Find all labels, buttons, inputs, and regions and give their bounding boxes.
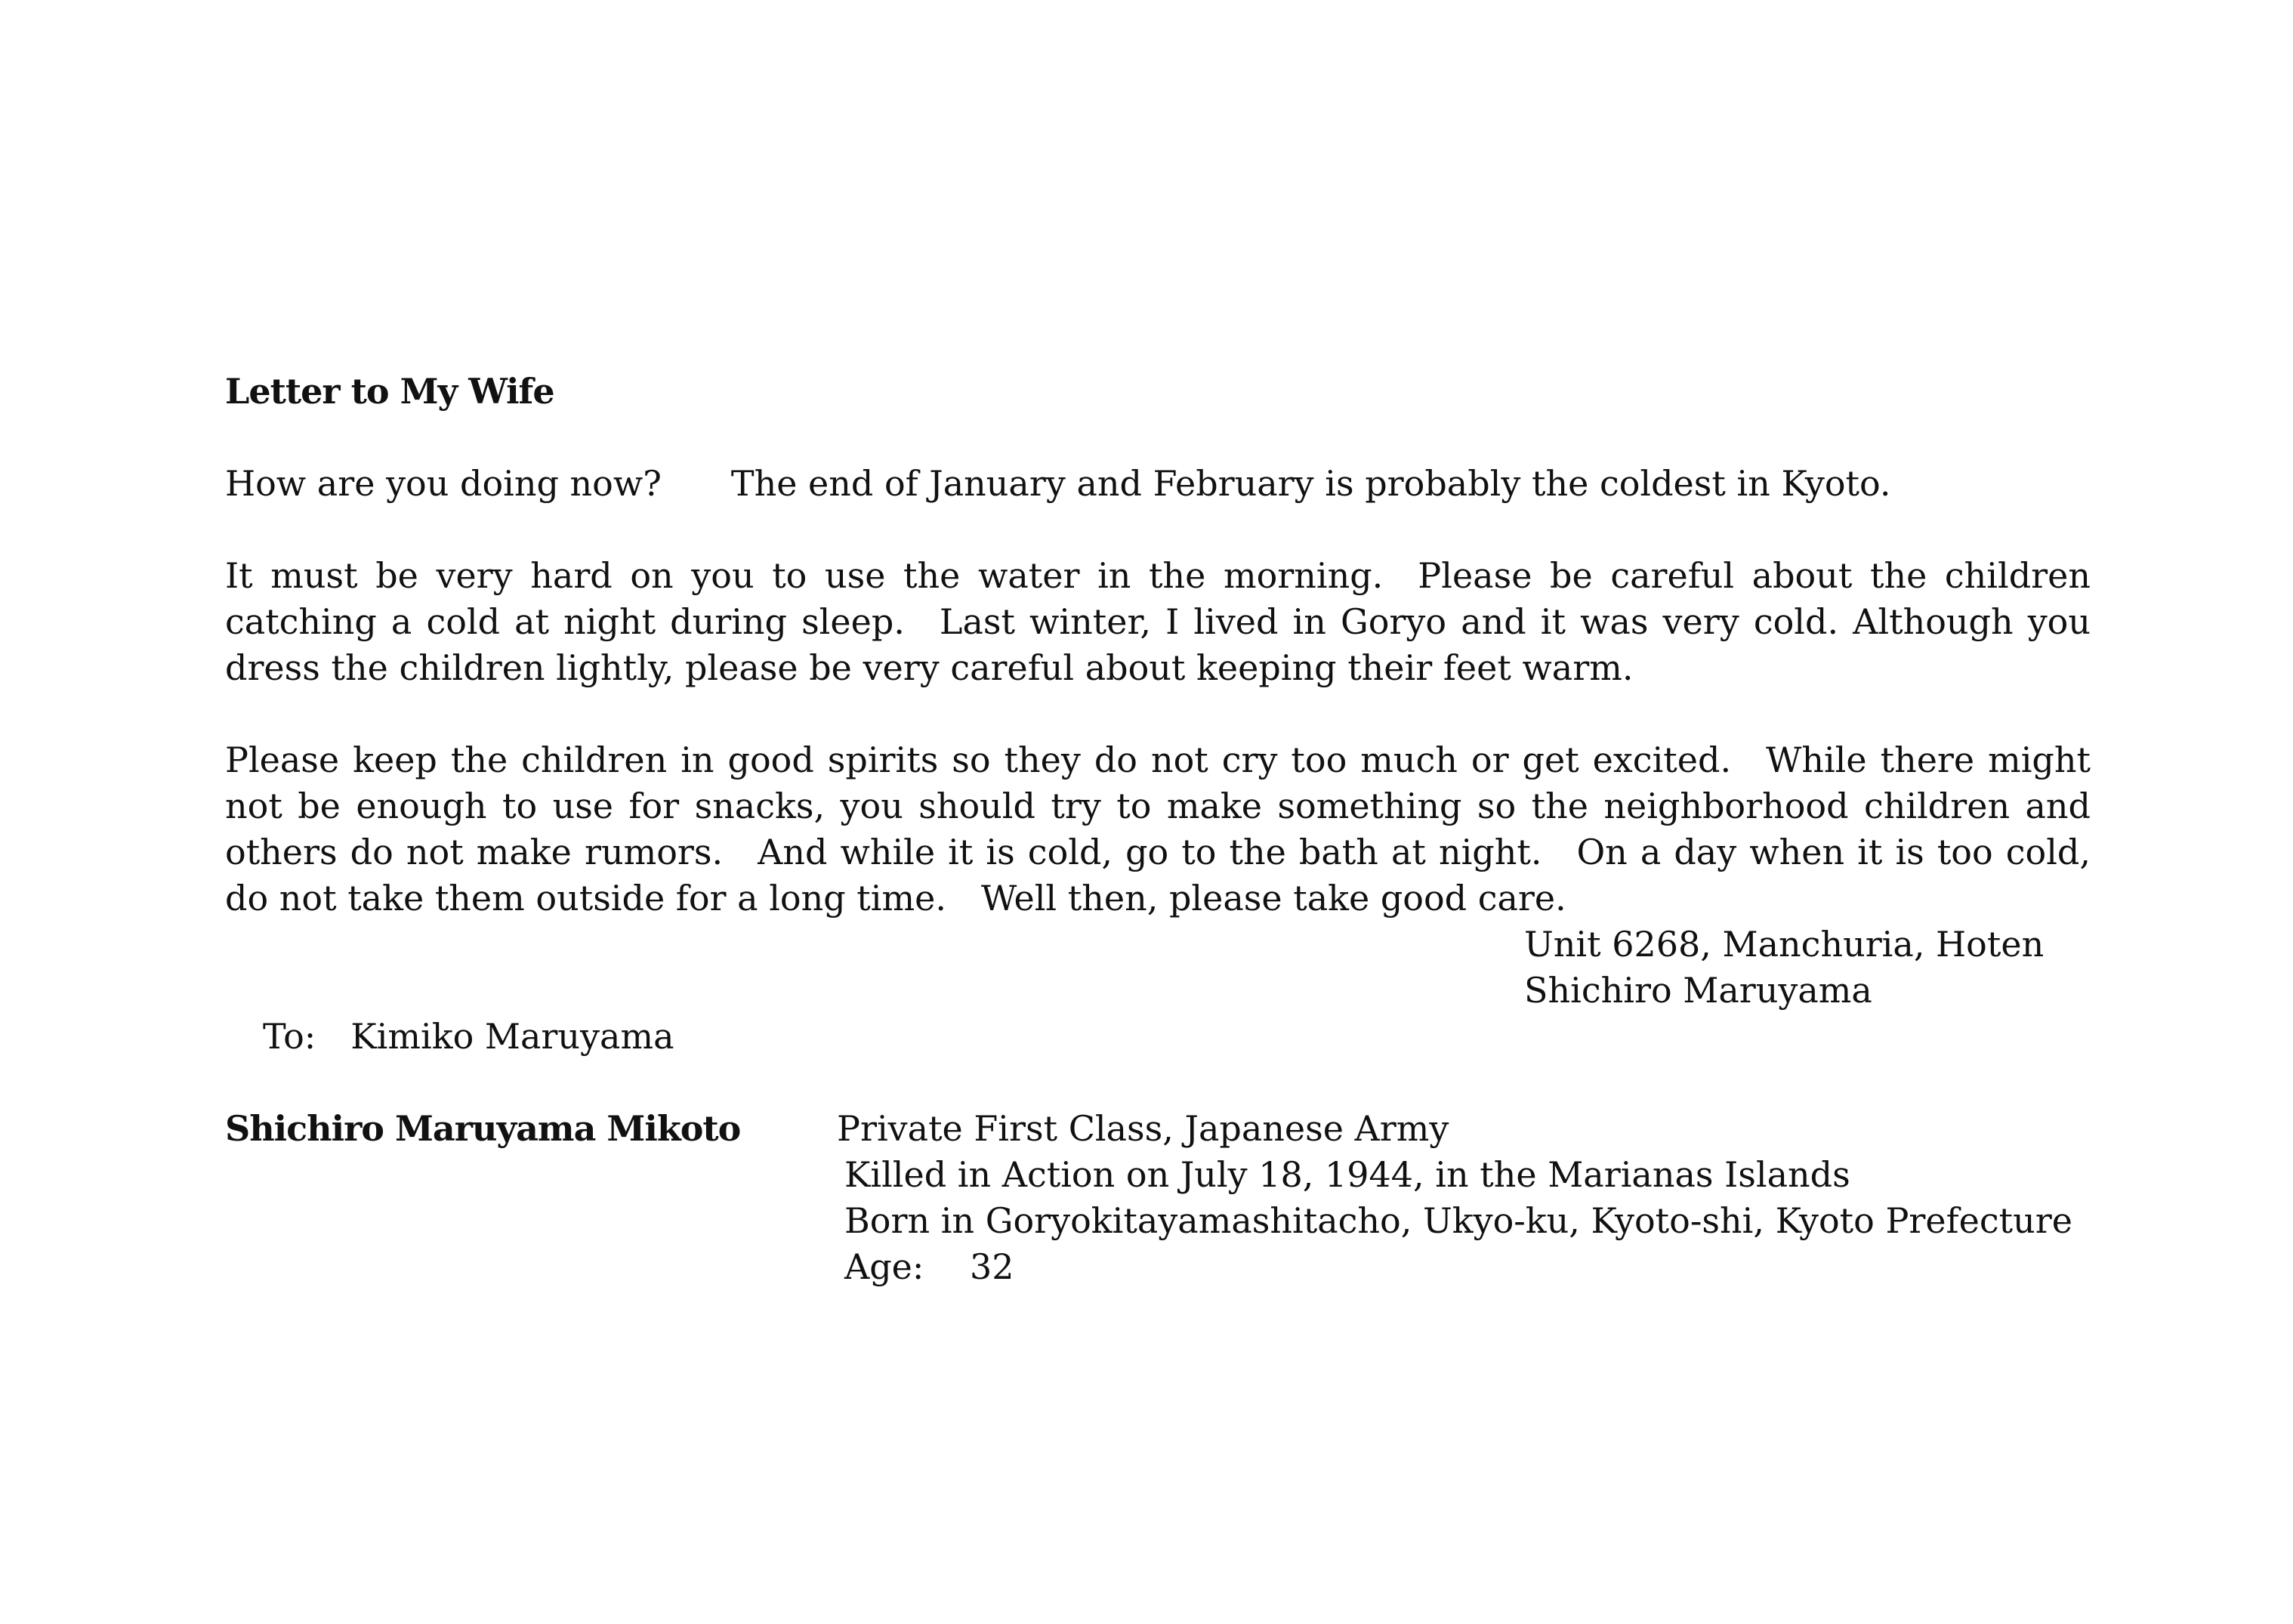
bio-rank: Private First Class, Japanese Army: [837, 1108, 1449, 1149]
signature-unit: Unit 6268, Manchuria, Hoten: [1524, 924, 2045, 965]
paragraph-children: Please keep the children in good spirits so they do not cry too much or get excited. While there might not be enough to use for snacks, you should try to make something so the neighborhood children and others do not make rumors. And while it is cold, go to the bath at night. On a day when it is too cold, do not take them outside for a long time. Well then, please take good care.: [225, 739, 2091, 919]
paragraph-water: It must be very hard on you to use the water in the morning. Please be careful about the children catching a cold at night during sleep. Last winter, I lived in Goryo and it was very cold. Although you dress the children lightly, please be very careful about keeping their feet warm.: [225, 555, 2091, 688]
biography-block: [225, 1106, 2091, 1290]
letter-title: Letter to My Wife: [225, 371, 554, 412]
letter-body: [225, 369, 2091, 1290]
bio-age: Age: 32: [844, 1246, 1014, 1287]
spacer: [225, 1060, 2091, 1106]
signature-name: Shichiro Maruyama: [1524, 970, 1872, 1011]
bio-name: Shichiro Maruyama Mikoto: [225, 1108, 741, 1149]
bio-birthplace: Born in Goryokitayamashitacho, Ukyo-ku, Kyoto-shi, Kyoto Prefecture: [844, 1200, 2072, 1241]
bio-details: [837, 1106, 2091, 1290]
bio-death: Killed in Action on July 18, 1944, in the Marianas Islands: [844, 1154, 1850, 1195]
addressee: To: Kimiko Maruyama: [263, 1016, 674, 1057]
paragraph-greeting: How are you doing now? The end of January and February is probably the coldest in Kyoto.: [225, 463, 1891, 504]
